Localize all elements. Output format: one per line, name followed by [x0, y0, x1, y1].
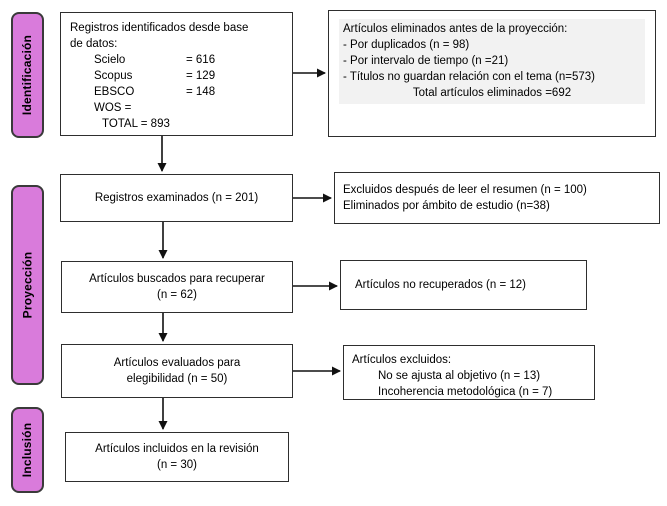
box-reports-not-retrieved — [340, 260, 587, 310]
records-removed-item: - Por intervalo de tiempo (n =21) — [343, 55, 509, 67]
box-records-excluded-screening — [334, 172, 660, 224]
box-reports-sought — [61, 261, 293, 313]
reports-assessed-line2: elegibilidad (n = 50) — [126, 373, 228, 385]
box-studies-included — [65, 432, 289, 482]
box-records-identified — [60, 12, 293, 136]
records-identified-title-line2: de datos: — [70, 38, 118, 50]
db-value: = 616 — [186, 54, 216, 66]
reports-excluded-title: Artículos excluidos: — [352, 354, 452, 366]
records-removed-title: Artículos eliminados antes de la proyección: — [343, 23, 568, 35]
studies-included-line1: Artículos incluidos en la revisión — [95, 443, 259, 455]
reports-assessed-line1: Artículos evaluados para — [113, 357, 241, 369]
reports-not-retrieved-text: Artículos no recuperados (n = 12) — [355, 279, 526, 291]
box-records-removed-before-screening — [328, 10, 656, 137]
studies-included-line2: (n = 30) — [157, 459, 197, 471]
db-count-row — [94, 84, 284, 100]
reports-sought-line1: Artículos buscados para recuperar — [89, 273, 265, 285]
records-excluded-line2: Eliminados por ámbito de estudio (n=38) — [343, 200, 550, 212]
db-count-row — [94, 68, 284, 84]
box-reports-excluded-eligibility — [343, 345, 595, 400]
records-identified-title-line1: Registros identificados desde base — [70, 22, 249, 34]
box-records-screened — [60, 174, 293, 222]
stage-inclusion-label: Inclusión — [20, 422, 35, 478]
records-screened-text: Registros examinados (n = 201) — [94, 192, 259, 204]
db-wos-line: WOS = — [94, 102, 132, 114]
db-total-line: TOTAL = 893 — [102, 118, 170, 130]
records-removed-highlight — [339, 19, 645, 104]
records-removed-total: Total artículos eliminados =692 — [412, 87, 572, 99]
stage-inclusion — [11, 407, 44, 493]
reports-sought-line2: (n = 62) — [157, 289, 197, 301]
stage-identification — [11, 12, 44, 138]
reports-excluded-item: Incoherencia metodológica (n = 7) — [378, 386, 553, 398]
db-name: Scielo — [94, 54, 126, 66]
stage-screening — [11, 185, 44, 385]
db-name: Scopus — [94, 70, 133, 82]
db-value: = 148 — [186, 86, 216, 98]
db-name: EBSCO — [94, 86, 135, 98]
box-reports-assessed — [61, 344, 293, 398]
records-excluded-line1: Excluidos después de leer el resumen (n = 100) — [343, 184, 587, 196]
db-value: = 129 — [186, 70, 216, 82]
db-count-row — [94, 52, 284, 68]
stage-identification-label: Identificación — [20, 34, 35, 116]
reports-excluded-item: No se ajusta al objetivo (n = 13) — [378, 370, 541, 382]
stage-screening-label: Proyección — [20, 251, 35, 319]
records-removed-item: - Títulos no guardan relación con el tema (n=573) — [343, 71, 595, 83]
records-removed-item: - Por duplicados (n = 98) — [343, 39, 470, 51]
